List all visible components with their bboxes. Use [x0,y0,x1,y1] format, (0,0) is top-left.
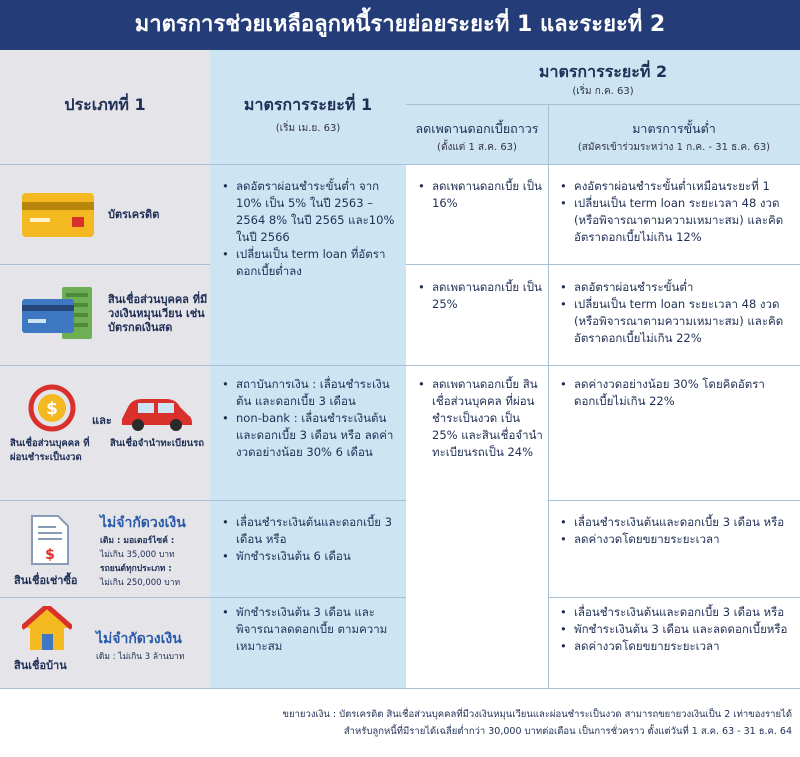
category-hire-purchase: สินเชื่อเช่าซื้อ [14,574,78,587]
list-item: • สถาบันการเงิน : เลื่อนชำระเงินต้น และดอกเบี้ย 3 เดือน [222,376,402,410]
housing-detail: เดิม : ไม่เกิน 3 ล้านบาท [96,652,185,662]
list-item: • เลื่อนชำระเงินต้นและดอกเบี้ย 3 เดือน หรือ [560,514,795,531]
list-item: • พักชำระเงินต้น 3 เดือน และพิจารณาลดดอกเบี้ย ตามความเหมาะสม [222,604,402,655]
min-row-3 [560,376,795,410]
row-divider [0,688,800,689]
cash-card-icon [20,285,96,341]
header-ceiling-start: (ตั้งแต่ 1 ส.ค. 63) [437,142,517,153]
detail-line: เดิม : มอเตอร์ไซค์ : [100,536,175,546]
hire-purchase-detail [100,534,208,590]
list-item: • ลดค่างวดโดยขยายระยะเวลา [560,638,795,655]
list-item: • ลดเพดานดอกเบี้ย เป็น 25% [418,279,543,313]
category-housing-loan: สินเชื่อบ้าน [14,659,67,672]
coin-icon [28,384,76,432]
row-divider [0,164,800,165]
footnote-line-2: สำหรับลูกหนี้ที่มีรายได้เฉลี่ยต่ำกว่า 30,000 บาทต่อเดือน เป็นการชั่วคราว ตั้งแต่วันที่ 1 ส.ค. 63 - 31 ธ.ค. 64 [343,726,792,737]
ceiling-row-2 [418,279,543,313]
list-item: • เลื่อนชำระเงินต้นและดอกเบี้ย 3 เดือน หรือ [222,514,402,548]
footnote-line-1: ขยายวงเงิน : บัตรเครดิต สินเชื่อส่วนบุคคลที่มีวงเงินหมุนเวียนและผ่อนชำระเป็นงวด สามารถขยายวงเงินเป็น 2 เท่าของรายได้ [282,709,792,720]
header-phase1: มาตรการระยะที่ 1 [243,95,373,114]
house-icon [22,606,72,652]
detail-line: ไม่เกิน 250,000 บาท [100,578,181,588]
and-label: และ [92,414,112,427]
header-phase1-start: (เริ่ม เม.ย. 63) [275,123,341,134]
list-item: • ลดเพดานดอกเบี้ย สินเชื่อส่วนบุคคล ที่ผ่อนชำระเป็นงวด เป็น 25% และสินเชื่อจำนำ ทะเบียนรถเป็น 24% [418,376,543,461]
phase2-header-divider [406,104,800,105]
list-item: • พักชำระเงินต้น 3 เดือน และลดดอกเบี้ยหรือ [560,621,795,638]
detail-line: ไม่เกิน 35,000 บาท [100,550,175,560]
list-item: • เปลี่ยนเป็น term loan ระยะเวลา 48 งวด (หรือพิจารณาตามความเหมาะสม) และคิดอัตราดอกเบี้ยไม่เกิน 22% [560,296,795,347]
row-divider [548,500,800,501]
list-item: • พักชำระเงินต้น 6 เดือน [222,548,402,565]
phase1-rows-1-2 [222,178,402,280]
list-item: • คงอัตราผ่อนชำระขั้นต่ำเหมือนระยะที่ 1 [560,178,795,195]
header-phase2: มาตรการระยะที่ 2 [538,62,668,81]
list-item: • ลดอัตราผ่อนชำระขั้นต่ำ [560,279,795,296]
svg-text:$: $ [45,547,55,563]
list-item: • เปลี่ยนเป็น term loan ระยะเวลา 48 งวด (หรือพิจารณาตามความเหมาะสม) และคิดอัตราดอกเบี้ยไม่เกิน 12% [560,195,795,246]
svg-text:$: $ [46,399,58,419]
row-divider [406,264,800,265]
category-installment-loan: สินเชื่อส่วนบุคคล ที่ผ่อนชำระเป็นงวด [10,438,90,463]
document-icon [30,514,70,566]
footnote [10,706,792,740]
phase1-row-3 [222,376,402,461]
row-divider [0,597,406,598]
header-phase2-start: (เริ่ม ก.ค. 63) [572,86,634,97]
unlimited-label: ไม่จำกัดวงเงิน [100,515,186,531]
detail-line: รถยนต์ทุกประเภท : [100,564,172,574]
category-revolving-loan: สินเชื่อส่วนบุคคล ที่มีวงเงินหมุนเวียน เช่น บัตรกดเงินสด [108,293,208,334]
list-item: • ลดเพดานดอกเบี้ย เป็น 16% [418,178,543,212]
min-row-4 [560,514,795,548]
row-divider [0,365,800,366]
list-item: • non-bank : เลื่อนชำระเงินต้น และดอกเบี้ย 3 เดือน หรือ ลดค่างวดอย่างน้อย 30% 6 เดือน [222,410,402,461]
header-min-period: (สมัครเข้าร่วมระหว่าง 1 ก.ค. - 31 ธ.ค. 63) [577,142,771,153]
car-icon [118,393,194,433]
header-ceiling: ลดเพดานดอกเบี้ยถาวร [415,121,539,136]
category-credit-card: บัตรเครดิต [108,208,160,221]
list-item: • ลดอัตราผ่อนชำระขั้นต่ำ จาก 10% เป็น 5% ในปี 2563 – 2564 8% ในปี 2565 และ10% ในปี 2566 [222,178,402,246]
row-divider [0,500,406,501]
header-category: ประเภทที่ 1 [64,95,146,114]
phase1-row-5 [222,604,402,655]
list-item: • เลื่อนชำระเงินต้นและดอกเบี้ย 3 เดือน หรือ [560,604,795,621]
category-car-title-loan: สินเชื่อจำนำทะเบียนรถ [110,438,204,449]
list-item: • ลดค่างวดอย่างน้อย 30% โดยคิดอัตราดอกเบี้ยไม่เกิน 22% [560,376,795,410]
list-item: • เปลี่ยนเป็น term loan ที่อัตราดอกเบี้ยต่ำลง [222,246,402,280]
credit-card-icon [22,193,94,237]
ceiling-row-3 [418,376,543,461]
category-column-bg [0,50,210,688]
list-item: • ลดค่างวดโดยขยายระยะเวลา [560,531,795,548]
header-min: มาตรการขั้นต่ำ [632,121,716,136]
min-row-5 [560,604,795,655]
unlimited-label: ไม่จำกัดวงเงิน [96,631,182,647]
row-divider [548,597,800,598]
column-divider [548,104,549,688]
phase1-column-bg [210,50,406,688]
page-title: มาตรการช่วยเหลือลูกหนี้รายย่อยระยะที่ 1 และระยะที่ 2 [134,12,666,37]
min-row-2 [560,279,795,347]
ceiling-row-1 [418,178,543,212]
phase1-row-4 [222,514,402,565]
row-divider [0,264,210,265]
min-row-1 [560,178,795,246]
